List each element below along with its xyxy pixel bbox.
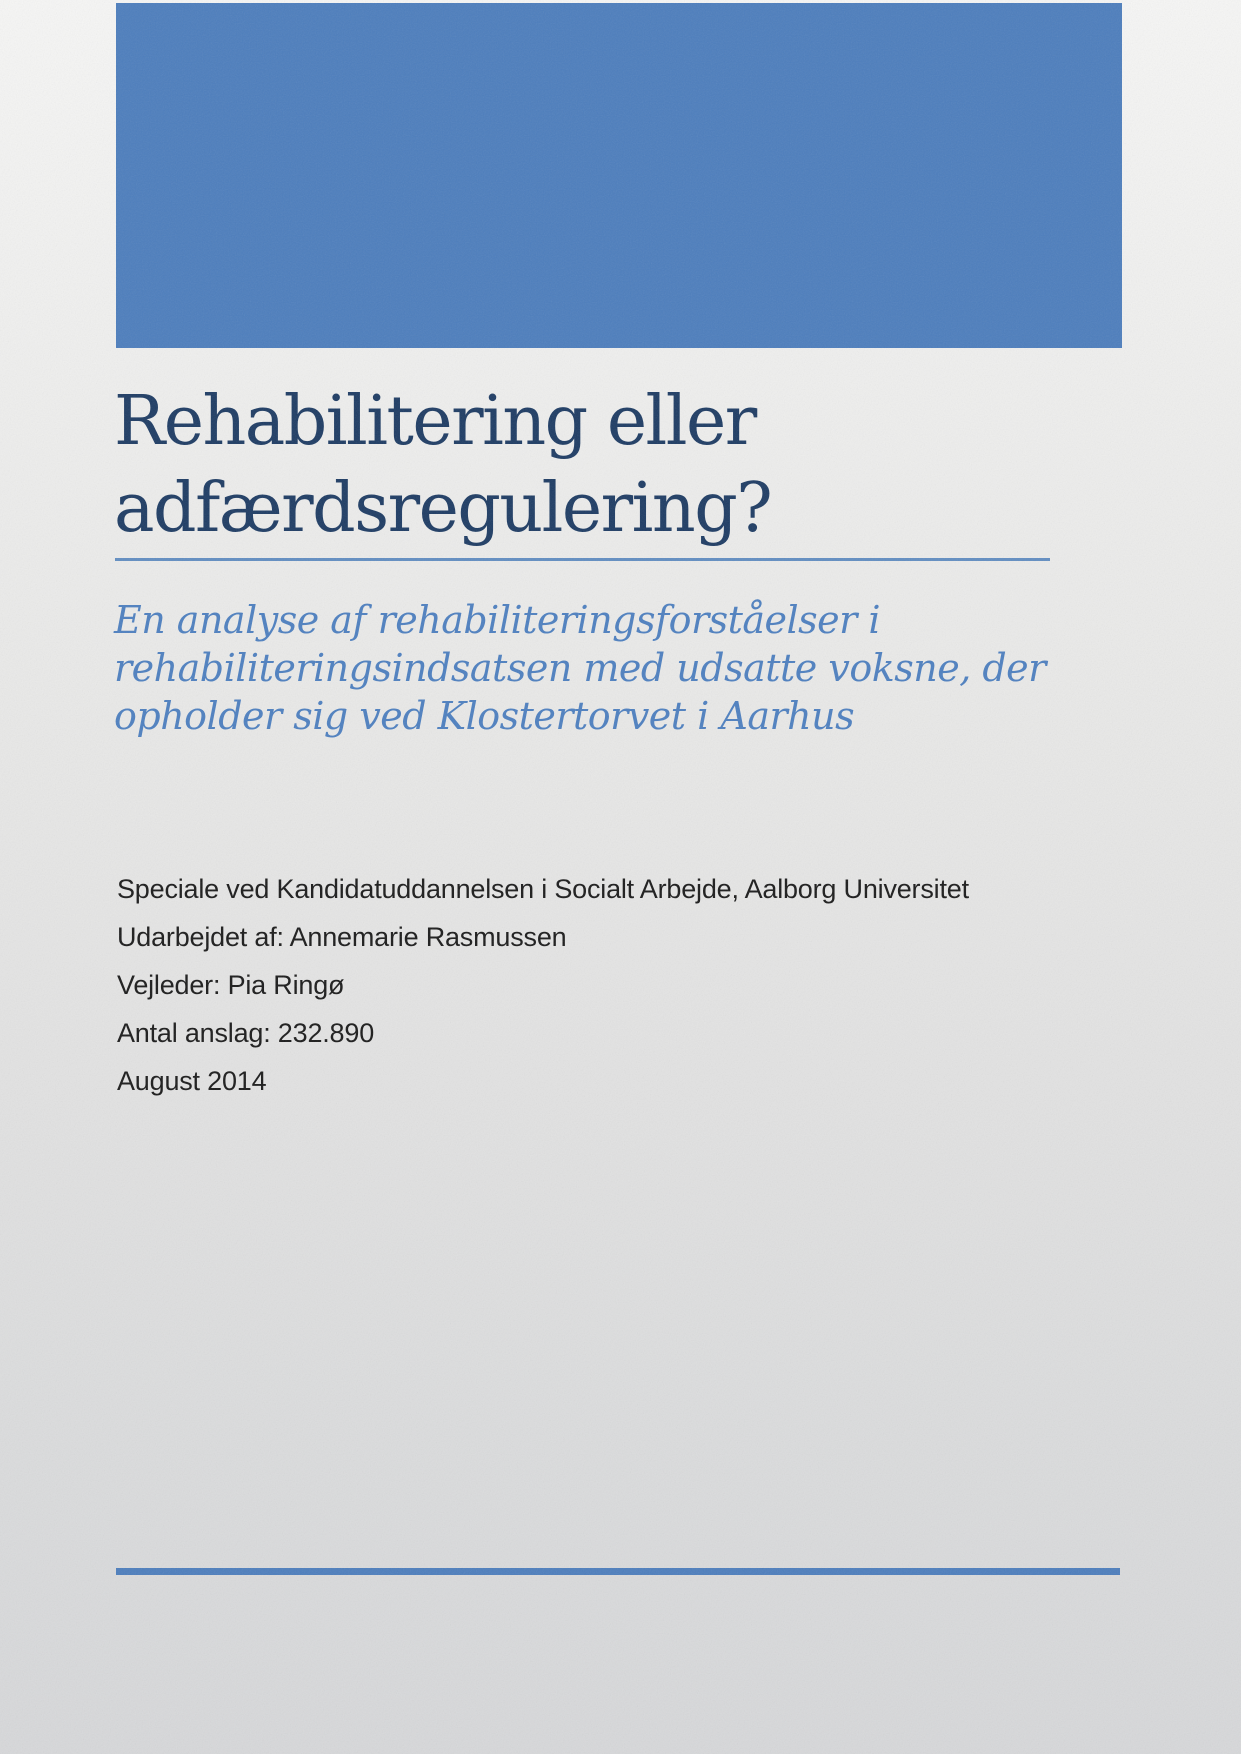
thesis-meta — [117, 865, 1117, 1105]
author-line: Udarbejdet af: Annemarie Rasmussen — [117, 922, 567, 952]
program-line: Speciale ved Kandidatuddannelsen i Socialt Arbejde, Aalborg Universitet — [117, 874, 969, 904]
title-underline-rule — [115, 558, 1050, 561]
title-line-1: Rehabilitering eller — [114, 382, 756, 461]
footer-accent-rule — [116, 1568, 1120, 1575]
date-line: August 2014 — [117, 1066, 267, 1096]
subtitle-line-3: opholder sig ved Klostertorvet i Aarhus — [114, 694, 855, 738]
character-count-line: Antal anslag: 232.890 — [117, 1018, 375, 1048]
subtitle-line-1: En analyse af rehabiliteringsforståelser i — [114, 598, 881, 642]
cover-header-band — [116, 3, 1122, 348]
supervisor-line: Vejleder: Pia Ringø — [117, 970, 345, 1000]
thesis-title — [114, 378, 1074, 552]
subtitle-line-2: rehabiliteringsindsatsen med udsatte voksne, der — [114, 646, 1046, 690]
thesis-subtitle — [114, 596, 1114, 740]
title-line-2: adfærdsregulering? — [114, 469, 772, 548]
